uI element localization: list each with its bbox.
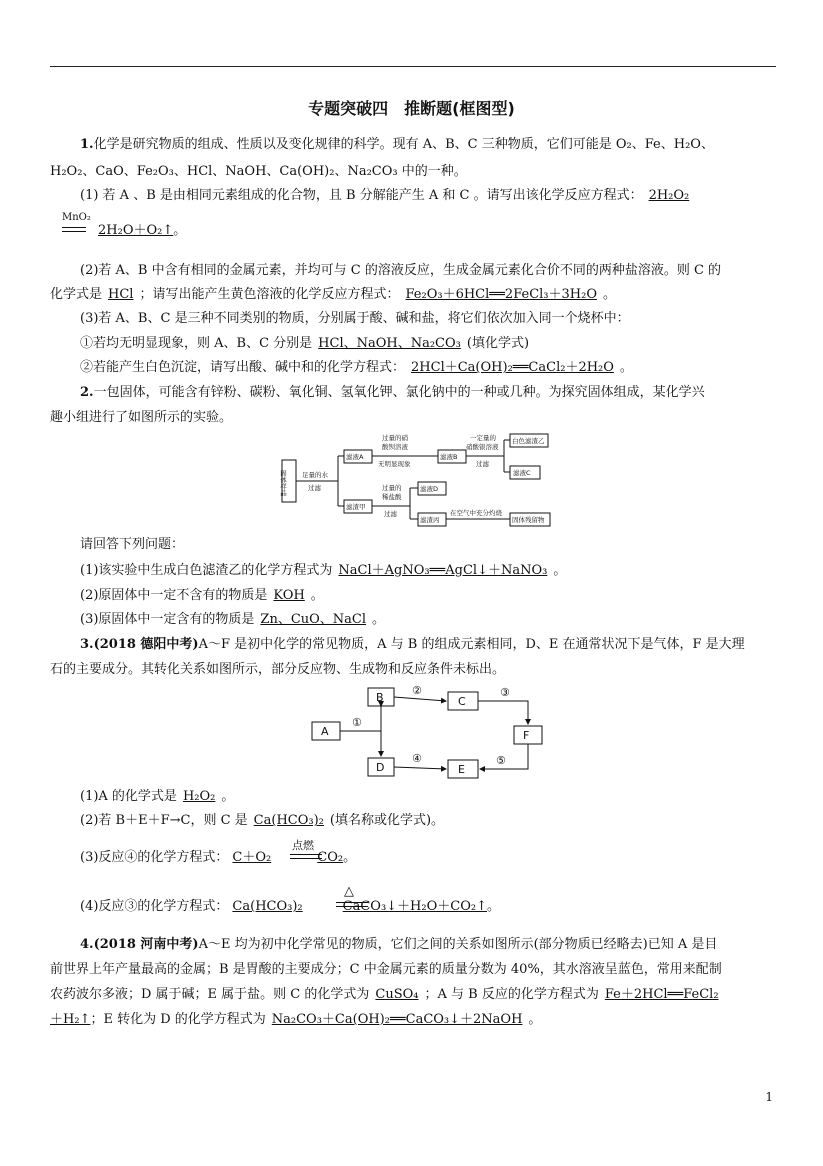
q1-part2-pre: 化学式是 [50, 287, 103, 302]
q4-stem-line2: 前世界上年产量最高的金属；B 是胃酸的主要成分；C 中金属元素的质量分数为 40%，其水溶液呈蓝色，常用来配制 [50, 962, 722, 977]
q2-label-filtrateD: 滤液D [420, 485, 439, 493]
q4-ab-answer-b: ＋H₂↑ [50, 1012, 91, 1027]
q1-stem-line1 [80, 136, 714, 154]
q3-label-r1: ① [352, 716, 362, 729]
q2-label-residueC: 滤渣丙 [420, 516, 440, 524]
q3-a1-end: 。 [221, 789, 235, 804]
q2-stem-line2: 趣小组进行了如图所示的实验。 [50, 410, 233, 425]
q3-stem-line1 [80, 636, 745, 654]
q4-number: 4. [80, 937, 94, 952]
q2-answer3 [80, 611, 385, 629]
header-rule [50, 66, 776, 67]
q1-part3-2-end: 。 [619, 360, 633, 375]
q3-a3-pre: (3)反应④的化学方程式： [80, 850, 229, 865]
q2-stem1: 一包固体，可能含有锌粉、碳粉、氧化铜、氢氧化钾、氯化钠中的一种或几种。为探究固体组成，某化学兴 [93, 385, 705, 400]
q1-part1-answer-b: 2H₂O＋O₂↑ [98, 223, 174, 238]
q4-stem4-mid: ；E 转化为 D 的化学方程式为 [90, 1012, 266, 1027]
q3-a3-answer-a: C＋O₂ [232, 850, 272, 865]
q1-part2-answer1: HCl [108, 287, 134, 302]
q3-a2-end: (填名称或化学式)。 [329, 813, 445, 828]
q4-stem4-end: 。 [528, 1012, 542, 1027]
q3-label-C: C [458, 695, 466, 708]
page-title: 专题突破四 推断题(框图型) [308, 99, 515, 118]
q2-label-residueA: 滤渣甲 [346, 503, 366, 511]
q2-label-step4c: 过滤 [384, 510, 397, 518]
q1-part2-line1: (2)若 A、B 中含有相同的金属元素，并均可与 C 的溶液反应，生成金属元素化合价不同的两种盐溶液。则 C 的 [80, 263, 722, 278]
q3-label-D: D [376, 761, 385, 774]
q4-stem-line1 [80, 936, 717, 954]
q1-part1-end: 。 [173, 223, 187, 238]
q3-label-E: E [458, 763, 465, 776]
q4-ab-answer-a: Fe＋2HCl══FeCl₂ [604, 987, 719, 1002]
q3-answer1 [80, 788, 234, 806]
q2-label-step2c: 无明显现象 [378, 460, 411, 468]
q3-stem-line2: 石的主要成分。其转化关系如图所示，部分反应物、生成物和反应条件未标出。 [50, 662, 506, 677]
q2-label-filtrateB: 滤液B [440, 453, 458, 461]
q1-number: 1. [80, 137, 94, 152]
q4-stem-line3 [50, 986, 719, 1004]
q3-a4-end: 。 [486, 899, 500, 914]
q3-label-F: F [523, 729, 530, 742]
q3-a4-answer-b: CaCO₃↓＋H₂O＋CO₂↑ [342, 899, 487, 914]
q3-label-r4: ④ [412, 752, 422, 765]
q2-flow-diagram [278, 430, 568, 530]
q1-part1-text: (1) 若 A 、B 是由相同元素组成的化合物，且 B 分解能产生 A 和 C 。请写出该化学反应方程式： [80, 188, 643, 203]
q3-a4-answer-a: Ca(HCO₃)₂ [232, 899, 303, 914]
q3-label-r5: ⑤ [496, 754, 506, 767]
q3-a2-answer: Ca(HCO₃)₂ [253, 813, 324, 828]
q2-label-filtrateC: 滤液C [513, 469, 531, 477]
q3-a1-answer: H₂O₂ [182, 789, 216, 804]
q2-label-step1a: 足量的水 [302, 471, 328, 479]
q1-part3-2 [80, 359, 633, 377]
q3-a3-answer-b: CO₂ [317, 850, 344, 865]
q4-stem3-pre: 农药波尔多液；D 属于碱；E 属于盐。则 C 的化学式为 [50, 987, 370, 1002]
q1-part3-1 [80, 335, 529, 353]
q3-answer4 [80, 898, 500, 916]
q1-part1-line2 [98, 222, 186, 240]
q2-label-step5: 在空气中充分灼烧 [450, 509, 502, 517]
q2-label-step3b: 硝酸银溶液 [466, 443, 499, 451]
q1-stem1: 化学是研究物质的组成、性质以及变化规律的科学。现有 A、B、C 三种物质，它们可能是 O₂、Fe、H₂O、 [93, 137, 714, 152]
q3-number: 3. [80, 637, 94, 652]
q1-part3-2-answer: 2HCl＋Ca(OH)₂══CaCl₂＋2H₂O [411, 360, 614, 375]
q2-a1-pre: (1)该实验中生成白色滤渣乙的化学方程式为 [80, 563, 333, 578]
q2-prompt: 请回答下列问题： [80, 537, 185, 552]
q3-flow-diagram [308, 684, 548, 784]
q2-label-step4b: 稀盐酸 [382, 493, 402, 501]
q2-a3-pre: (3)原固体中一定含有的物质是 [80, 612, 255, 627]
q1-part2-answer2: Fe₂O₃＋6HCl══2FeCl₃＋3H₂O [405, 287, 597, 302]
q3-answer3 [80, 849, 356, 867]
q2-label-step2b: 酸钡溶液 [382, 443, 408, 451]
q2-label-solid: 固体样品 [279, 470, 287, 496]
q4-c-answer: CuSO₄ [375, 987, 419, 1002]
q4-stem3-mid: ；A 与 B 反应的化学方程式为 [424, 987, 599, 1002]
q3-stem1: A～F 是初中化学的常见物质，A 与 B 的组成元素相同，D、E 在通常状况下是气体，F 是大理 [198, 637, 745, 652]
q2-answer1 [80, 562, 566, 580]
q1-eq-sign-bottom [62, 231, 86, 232]
q1-part3-1-pre: ①若均无明显现象，则 A、B、C 分别是 [80, 336, 313, 351]
q2-number: 2. [80, 385, 94, 400]
q1-part2-line2 [50, 286, 616, 304]
q2-label-residueB: 白色滤渣乙 [512, 437, 545, 445]
q2-a1-end: 。 [553, 563, 567, 578]
q3-label-r2: ② [412, 684, 422, 697]
q3-a2-pre: (2)若 B＋E＋F→C，则 C 是 [80, 813, 248, 828]
q4-stem1: A～E 均为初中化学常见的物质，它们之间的关系如图所示(部分物质已经略去)已知 A 是目 [198, 937, 718, 952]
page-number: 1 [765, 1090, 773, 1104]
q1-part3-2-pre: ②若能产生白色沉淀，请写出酸、碱中和的化学方程式： [80, 360, 406, 375]
q3-a3-condition: 点燃 [292, 839, 314, 852]
q2-a3-end: 。 [372, 612, 386, 627]
q1-stem-line2: H₂O₂、CaO、Fe₂O₃、HCl、NaOH、Ca(OH)₂、Na₂CO₃ 中的一种。 [50, 164, 467, 179]
q3-a1-pre: (1)A 的化学式是 [80, 789, 177, 804]
q3-label-B: B [376, 691, 384, 704]
q2-label-step2a: 过量的硝 [382, 434, 408, 442]
q3-a4-pre: (4)反应③的化学方程式： [80, 899, 229, 914]
q3-label-A: A [321, 725, 329, 738]
q2-a2-end: 。 [310, 588, 324, 603]
q1-part1 [80, 187, 689, 205]
q1-part3: (3)若 A、B、C 是三种不同类别的物质，分别属于酸、碱和盐，将它们依次加入同一个烧杯中： [80, 311, 630, 326]
q3-source: (2018 德阳中考) [93, 637, 199, 652]
q4-stem-line4 [50, 1011, 541, 1029]
q2-label-step3a: 一定量的 [470, 434, 496, 442]
q2-stem-line1 [80, 384, 705, 402]
q3-answer2 [80, 812, 444, 830]
q1-part3-1-answer: HCl、NaOH、Na₂CO₃ [318, 336, 461, 351]
q2-a3-answer: Zn、CuO、NaCl [260, 612, 367, 627]
q2-answer2 [80, 587, 324, 605]
q3-a4-condition: △ [344, 884, 354, 899]
q3-a3-end: 。 [343, 850, 357, 865]
q1-part1-answer-a: 2H₂O₂ [648, 188, 690, 203]
q2-a2-pre: (2)原固体中一定不含有的物质是 [80, 588, 268, 603]
q2-a1-answer: NaCl＋AgNO₃══AgCl↓＋NaNO₃ [338, 563, 548, 578]
q2-label-step3c: 过滤 [476, 460, 489, 468]
q4-source: (2018 河南中考) [93, 937, 199, 952]
q2-a2-answer: KOH [273, 588, 305, 603]
q2-label-step1b: 过滤 [308, 484, 321, 492]
q3-label-r3: ③ [500, 686, 510, 699]
q2-label-filtrateA: 滤液A [346, 453, 364, 461]
q1-eq-sign-top [62, 227, 86, 228]
q4-ed-answer: Na₂CO₃＋Ca(OH)₂══CaCO₃↓＋2NaOH [271, 1012, 523, 1027]
q1-condition: MnO₂ [62, 212, 91, 223]
q1-part2-mid: ；请写出能产生黄色溶液的化学反应方程式： [139, 287, 400, 302]
q1-part2-end: 。 [603, 287, 617, 302]
q2-label-step4a: 过量的 [382, 484, 402, 492]
q1-part3-1-end: (填化学式) [466, 336, 530, 351]
q2-label-solidRes: 固体残留物 [512, 516, 545, 524]
